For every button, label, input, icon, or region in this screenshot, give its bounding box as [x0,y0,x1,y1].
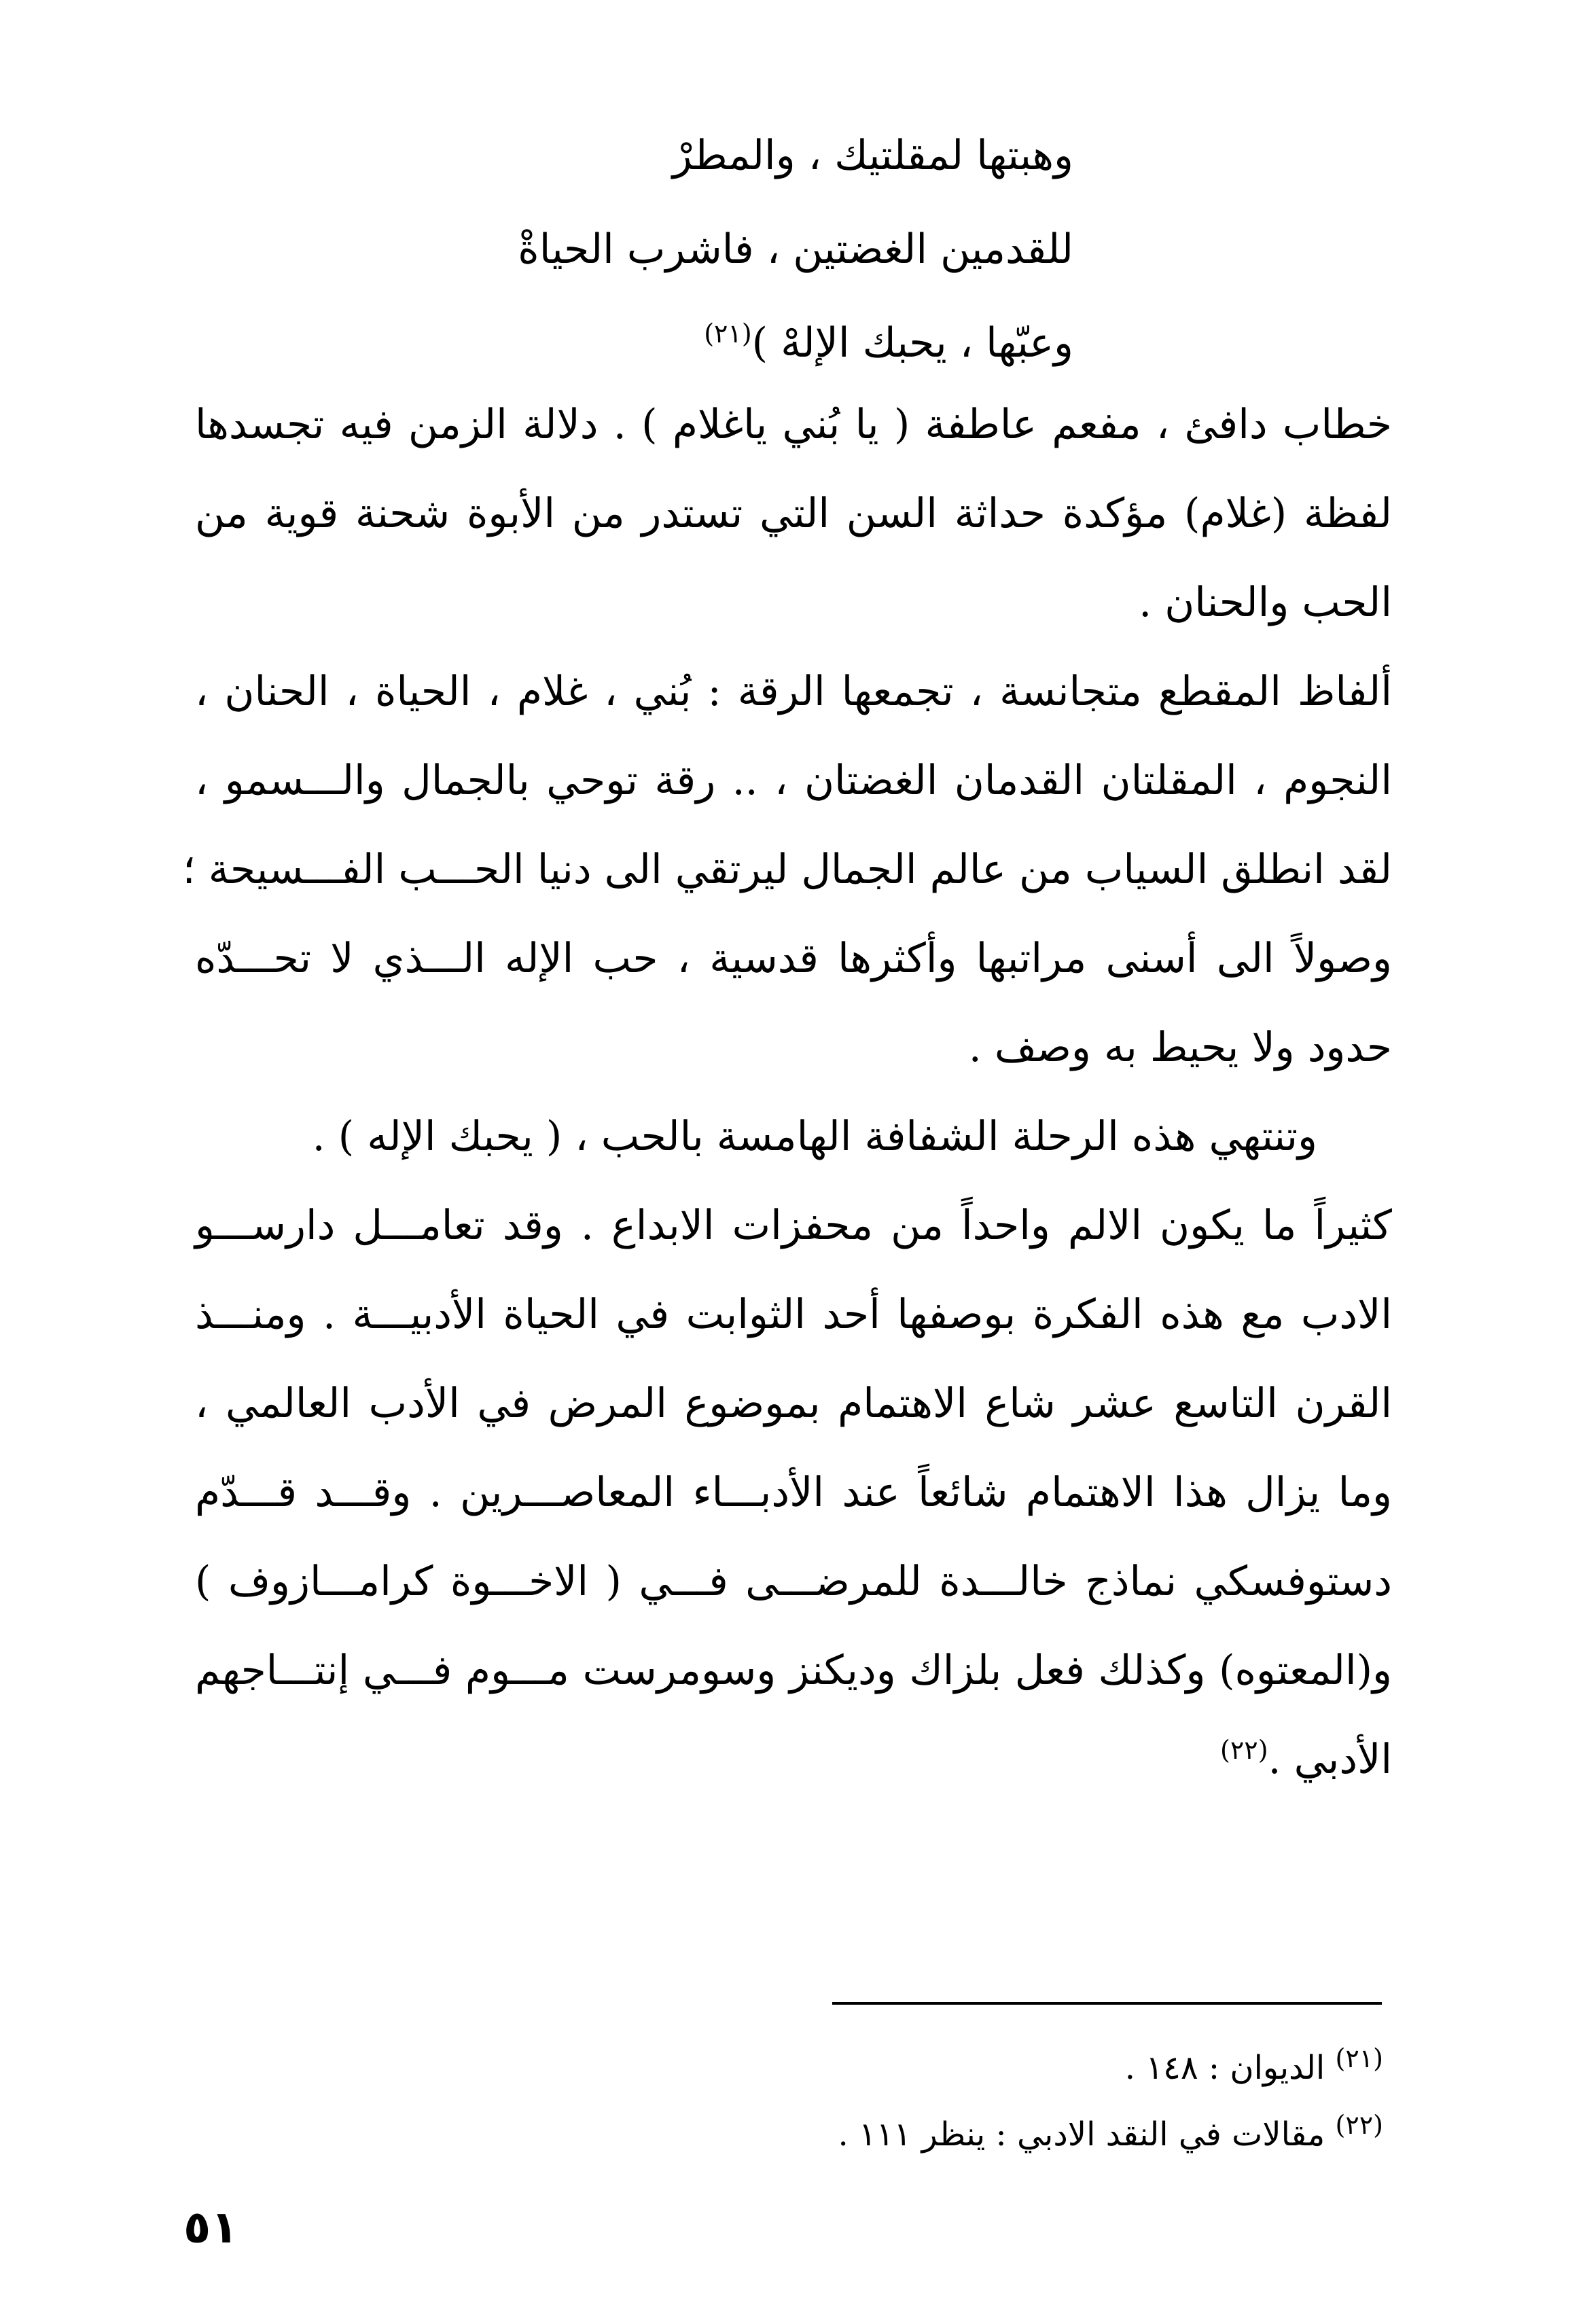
poem-line-text: للقدمين الغضتين ، فاشرب الحياةْ [518,226,1073,273]
text-line: ألفاظ المقطع متجانسة ، تجمعها الرقة : بُني ، غلام ، الحياة ، الحنان ، [195,668,1392,715]
poem-line [518,202,1073,296]
text-line: وصولاً الى أسنى مراتبها وأكثرها قدسية ، حب الإله الـــذي لا تحـــدّه [195,935,1392,982]
footnote-text: مقالات في النقد الادبي : ينظر ١١١ . [838,2115,1325,2153]
poem-line [518,109,1073,202]
body-text [182,380,1392,1804]
text-line: كثيراً ما يكون الالم واحداً من محفزات الابداع . وقد تعامـــل دارســـو [195,1202,1392,1249]
text-line: و(المعتوه) وكذلك فعل بلزاك وديكنز وسومرست مـــوم فـــي إنتـــاجهم [195,1647,1392,1694]
poem-line [518,296,1073,390]
text-line: خطاب دافئ ، مفعم عاطفة ( يا بُني ياغلام ) . دلالة الزمن فيه تجسدها [195,401,1392,448]
footnote-text: الديوان : ١٤٨ . [1124,2049,1325,2087]
poem-line-text: وهبتها لمقلتيك ، والمطرْ [672,132,1073,179]
page-number: ٥١ [183,2201,238,2253]
footnote-ref: (٢١) [704,319,752,348]
footnote [838,2101,1383,2168]
text-line: لقد انطلق السياب من عالم الجمال ليرتقي الى دنيا الحـــب الفـــسيحة ؛ [182,846,1392,893]
text-line-end: الأدبي . [1268,1736,1392,1783]
text-line: النجوم ، المقلتان القدمان الغضتان ، .. رقة توحي بالجمال والـــسمو ، [195,757,1392,804]
text-line: الادب مع هذه الفكرة بوصفها أحد الثوابت في الحياة الأدبيـــة . ومنـــذ [195,1291,1392,1338]
text-line: وتنتهي هذه الرحلة الشفافة الهامسة بالحب ، ( يحبك الإله ) . [312,1113,1317,1160]
text-line: الحب والحنان . [1139,579,1392,626]
footnote-separator [832,2002,1382,2005]
footnotes [838,2035,1383,2168]
poem-line-text: وعبّها ، يحبك الإلهْ ) [751,319,1073,367]
footnote-number: (٢٢) [1335,2110,1383,2140]
footnote-number: (٢١) [1335,2043,1383,2073]
text-line: وما يزال هذا الاهتمام شائعاً عند الأدبـــاء المعاصـــرين . وقـــد قـــدّم [195,1469,1392,1516]
footnote [838,2035,1383,2101]
text-line: حدود ولا يحيط به وصف . [968,1024,1392,1071]
text-line: دستوفسكي نماذج خالـــدة للمرضـــى فـــي ( الاخـــوة كرامـــازوف ) [195,1558,1392,1605]
poem-quote [518,109,1073,390]
text-line [195,1715,1392,1804]
text-line: القرن التاسع عشر شاع الاهتمام بموضوع المرض في الأدب العالمي ، [195,1380,1392,1427]
text-line: لفظة (غلام) مؤكدة حداثة السن التي تستدر من الأبوة شحنة قوية من [195,490,1392,537]
footnote-ref: (٢٢) [1220,1735,1268,1765]
